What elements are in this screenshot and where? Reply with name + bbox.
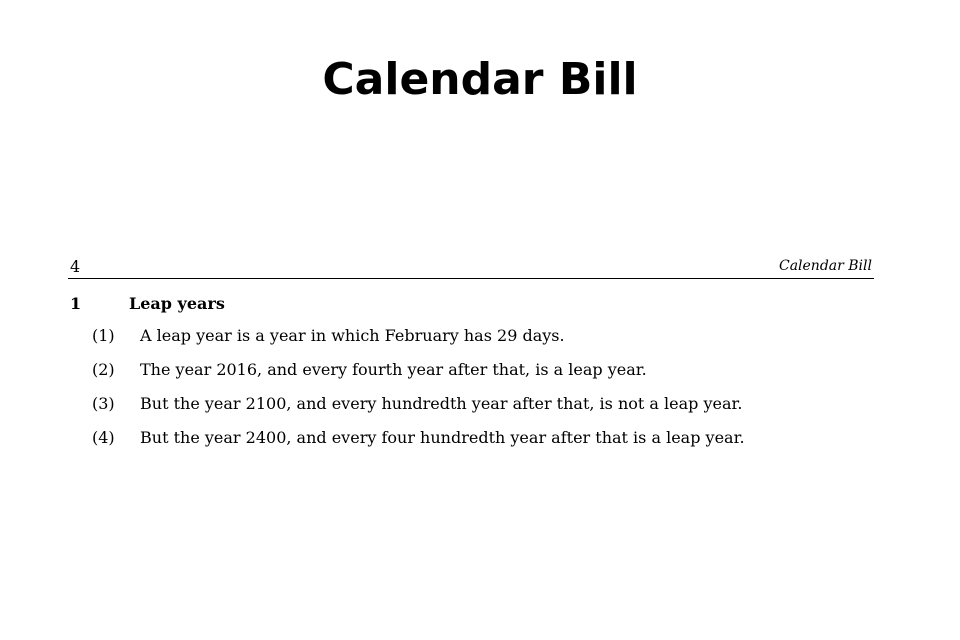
page-number: 4 <box>70 257 81 276</box>
subsection-text: A leap year is a year in which February has 29 days. <box>140 326 565 345</box>
slide-title: Calendar Bill <box>322 54 638 105</box>
section-heading <box>68 293 874 325</box>
subsection-number: (1) <box>92 326 115 345</box>
subsection-1 <box>68 325 874 359</box>
section-number: 1 <box>70 294 82 313</box>
subsection-4 <box>68 427 874 461</box>
subsection-number: (2) <box>92 360 115 379</box>
document-excerpt <box>68 254 874 461</box>
subsection-3 <box>68 393 874 427</box>
running-header: Calendar Bill <box>778 258 872 274</box>
subsection-number: (4) <box>92 428 115 447</box>
subsection-2 <box>68 359 874 393</box>
subsection-text: The year 2016, and every fourth year after that, is a leap year. <box>140 360 647 379</box>
subsection-text: But the year 2400, and every four hundredth year after that is a leap year. <box>140 428 745 447</box>
subsection-text: But the year 2100, and every hundredth year after that, is not a leap year. <box>140 394 743 413</box>
section-title: Leap years <box>129 294 225 313</box>
subsection-number: (3) <box>92 394 115 413</box>
document-header <box>68 254 874 279</box>
